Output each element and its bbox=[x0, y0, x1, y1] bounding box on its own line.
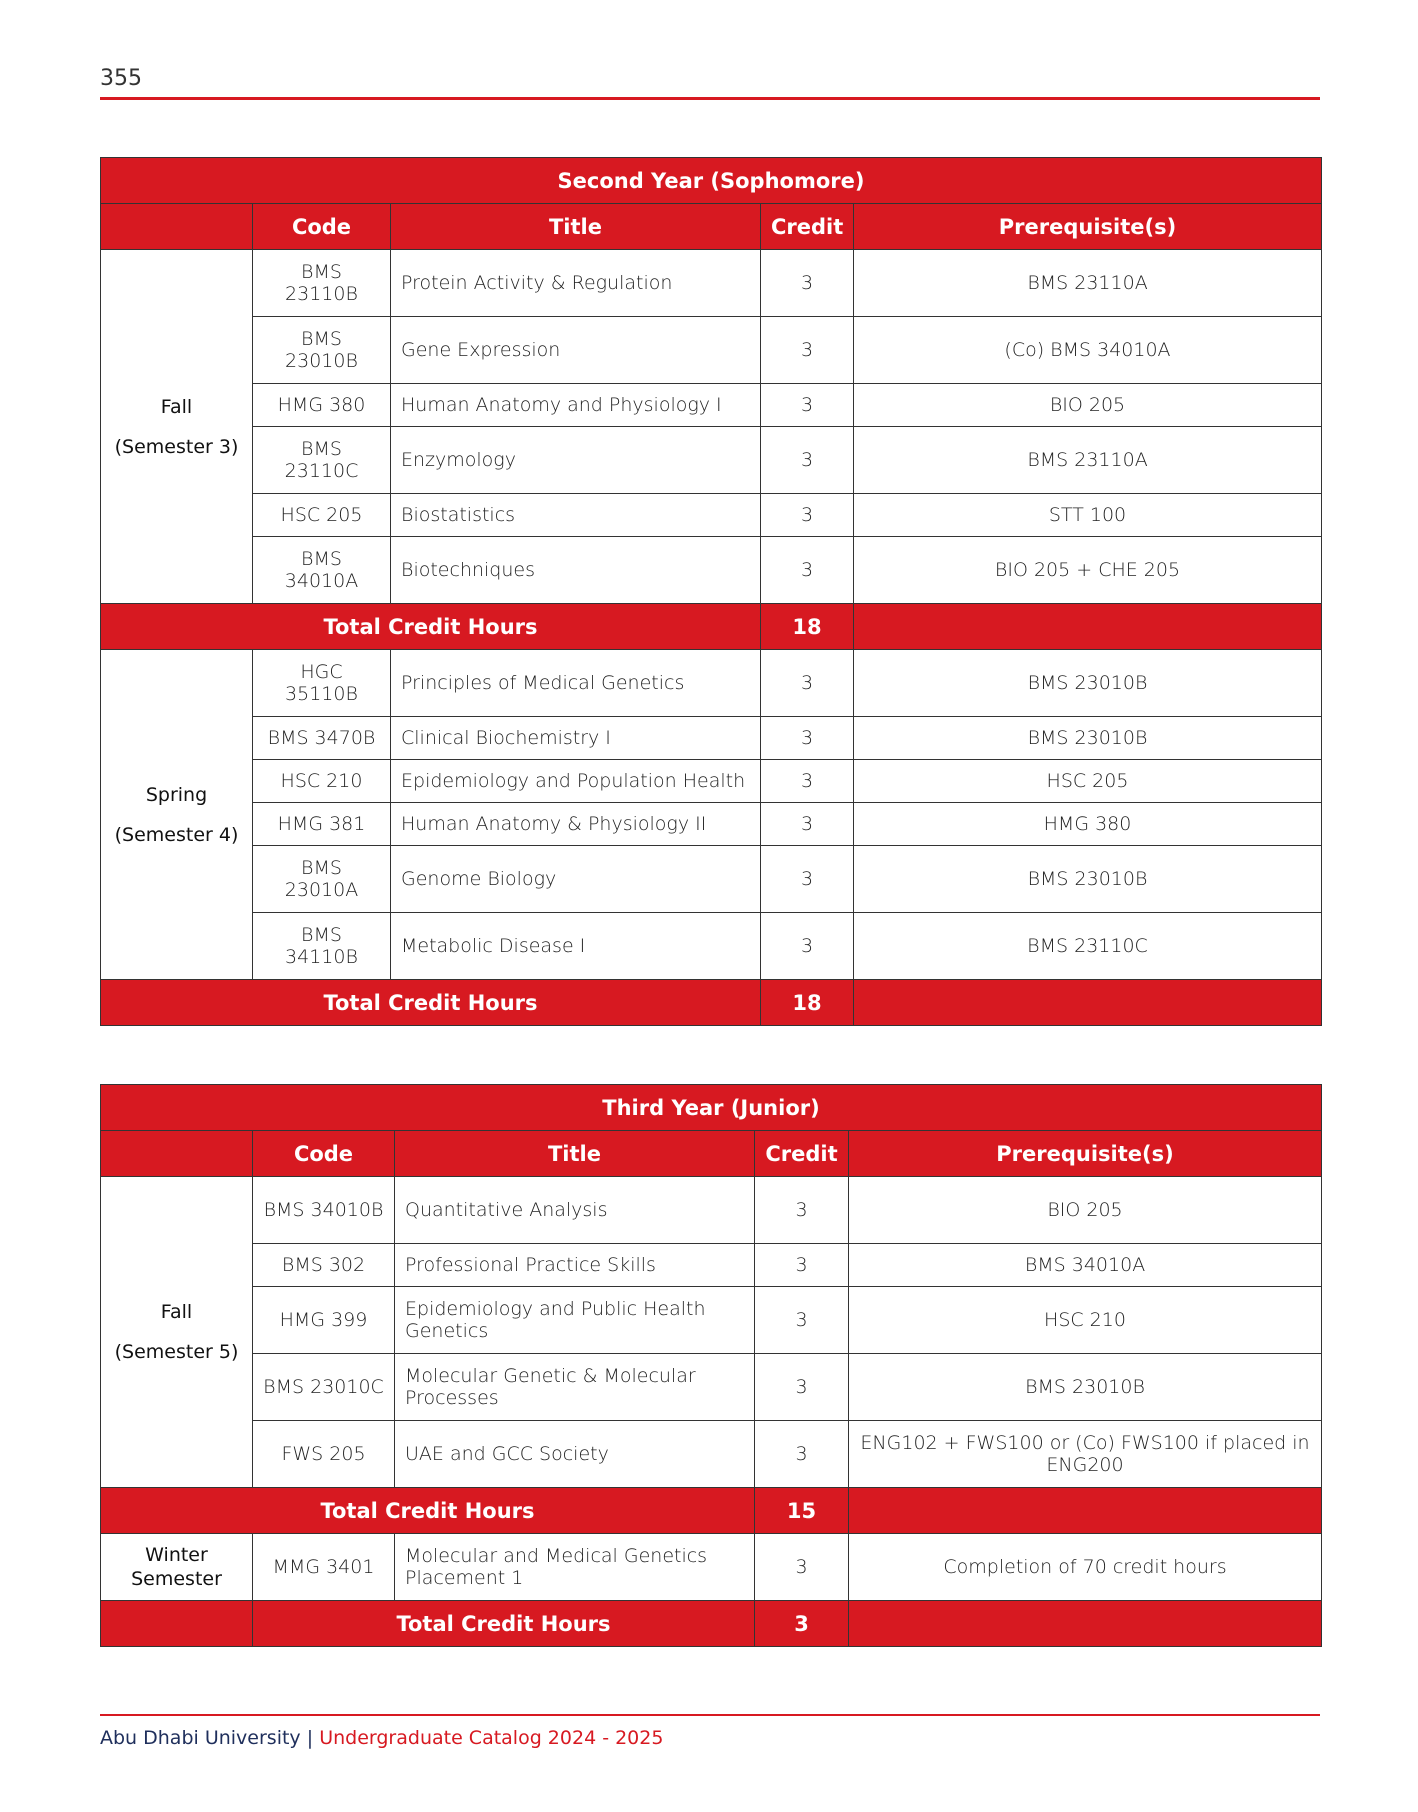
course-credit: 3 bbox=[761, 650, 854, 717]
course-credit: 3 bbox=[755, 1244, 849, 1287]
course-title: Molecular and Medical Genetics Placement 1 bbox=[395, 1534, 755, 1601]
course-credit: 3 bbox=[761, 803, 854, 846]
course-title: Metabolic Disease I bbox=[391, 913, 761, 980]
course-credit: 3 bbox=[761, 717, 854, 760]
credit-header: Credit bbox=[755, 1131, 849, 1177]
course-prereq: BMS 23010B bbox=[849, 1354, 1322, 1421]
footer-university: Abu Dhabi University bbox=[100, 1727, 301, 1749]
semester-label bbox=[101, 650, 253, 980]
course-credit: 3 bbox=[755, 1287, 849, 1354]
semester-number: (Semester 3) bbox=[114, 435, 239, 458]
course-prereq: BMS 23110A bbox=[854, 427, 1322, 494]
course-credit: 3 bbox=[761, 427, 854, 494]
course-code: BMS 34110B bbox=[253, 913, 391, 980]
total-blank bbox=[854, 604, 1322, 650]
total-label: Total Credit Hours bbox=[253, 1601, 755, 1647]
course-prereq: BMS 23110C bbox=[854, 913, 1322, 980]
table-row bbox=[101, 317, 1322, 384]
course-code: BMS 302 bbox=[253, 1244, 395, 1287]
course-credit: 3 bbox=[761, 846, 854, 913]
course-code: HSC 205 bbox=[253, 494, 391, 537]
column-header-row bbox=[101, 204, 1322, 250]
course-prereq: STT 100 bbox=[854, 494, 1322, 537]
course-title: UAE and GCC Society bbox=[395, 1421, 755, 1488]
second-year-table bbox=[100, 157, 1322, 1026]
course-prereq: ENG102 + FWS100 or (Co) FWS100 if placed in ENG200 bbox=[849, 1421, 1322, 1488]
page-number: 355 bbox=[100, 66, 142, 91]
semester-label bbox=[101, 1177, 253, 1488]
course-code: HMG 380 bbox=[253, 384, 391, 427]
course-credit: 3 bbox=[755, 1177, 849, 1244]
course-code: HMG 399 bbox=[253, 1287, 395, 1354]
table-row bbox=[101, 760, 1322, 803]
table-row bbox=[101, 1287, 1322, 1354]
course-code: MMG 3401 bbox=[253, 1534, 395, 1601]
table-title-row bbox=[101, 1085, 1322, 1131]
third-year-table bbox=[100, 1084, 1322, 1647]
total-row bbox=[101, 1488, 1322, 1534]
course-title: Quantitative Analysis bbox=[395, 1177, 755, 1244]
course-prereq: Completion of 70 credit hours bbox=[849, 1534, 1322, 1601]
course-title: Genome Biology bbox=[391, 846, 761, 913]
total-value: 18 bbox=[761, 980, 854, 1026]
course-title: Principles of Medical Genetics bbox=[391, 650, 761, 717]
table-row bbox=[101, 1244, 1322, 1287]
course-title: Epidemiology and Population Health bbox=[391, 760, 761, 803]
column-header-row bbox=[101, 1131, 1322, 1177]
course-prereq: BMS 34010A bbox=[849, 1244, 1322, 1287]
header-divider bbox=[100, 97, 1320, 100]
code-header: Code bbox=[253, 1131, 395, 1177]
course-code: BMS 23110B bbox=[253, 250, 391, 317]
total-blank bbox=[849, 1488, 1322, 1534]
course-code: FWS 205 bbox=[253, 1421, 395, 1488]
title-header: Title bbox=[391, 204, 761, 250]
course-code: BMS 23010A bbox=[253, 846, 391, 913]
table-row bbox=[101, 1534, 1322, 1601]
total-blank-left bbox=[101, 1601, 253, 1647]
course-title: Biotechniques bbox=[391, 537, 761, 604]
table-row bbox=[101, 717, 1322, 760]
total-label: Total Credit Hours bbox=[101, 604, 761, 650]
course-credit: 3 bbox=[761, 250, 854, 317]
semester-label: Winter Semester bbox=[101, 1534, 253, 1601]
course-title: Biostatistics bbox=[391, 494, 761, 537]
course-code: HMG 381 bbox=[253, 803, 391, 846]
table-title: Second Year (Sophomore) bbox=[101, 158, 1322, 204]
semester-name: Fall bbox=[160, 1301, 193, 1323]
course-title: Human Anatomy and Physiology I bbox=[391, 384, 761, 427]
total-label: Total Credit Hours bbox=[101, 980, 761, 1026]
course-title: Epidemiology and Public Health Genetics bbox=[395, 1287, 755, 1354]
semester-name: Fall bbox=[160, 395, 193, 418]
course-credit: 3 bbox=[755, 1354, 849, 1421]
course-title: Clinical Biochemistry I bbox=[391, 717, 761, 760]
course-credit: 3 bbox=[761, 317, 854, 384]
course-title: Gene Expression bbox=[391, 317, 761, 384]
course-code: BMS 3470B bbox=[253, 717, 391, 760]
course-title: Professional Practice Skills bbox=[395, 1244, 755, 1287]
course-credit: 3 bbox=[761, 537, 854, 604]
table-title: Third Year (Junior) bbox=[101, 1085, 1322, 1131]
semester-header bbox=[101, 1131, 253, 1177]
course-title: Human Anatomy & Physiology II bbox=[391, 803, 761, 846]
total-value: 3 bbox=[755, 1601, 849, 1647]
course-credit: 3 bbox=[761, 494, 854, 537]
course-prereq: HMG 380 bbox=[854, 803, 1322, 846]
course-credit: 3 bbox=[761, 760, 854, 803]
course-prereq: HSC 205 bbox=[854, 760, 1322, 803]
table-row bbox=[101, 537, 1322, 604]
course-code: HSC 210 bbox=[253, 760, 391, 803]
footer bbox=[100, 1727, 663, 1749]
total-value: 15 bbox=[755, 1488, 849, 1534]
semester-header bbox=[101, 204, 253, 250]
course-prereq: BMS 23010B bbox=[854, 650, 1322, 717]
course-code: BMS 23010B bbox=[253, 317, 391, 384]
credit-header: Credit bbox=[761, 204, 854, 250]
course-prereq: (Co) BMS 34010A bbox=[854, 317, 1322, 384]
course-credit: 3 bbox=[755, 1534, 849, 1601]
semester-number: (Semester 5) bbox=[114, 1341, 239, 1363]
course-code: HGC 35110B bbox=[253, 650, 391, 717]
total-value: 18 bbox=[761, 604, 854, 650]
semester-number: (Semester 4) bbox=[114, 823, 239, 846]
code-header: Code bbox=[253, 204, 391, 250]
total-row bbox=[101, 1601, 1322, 1647]
course-prereq: BIO 205 bbox=[854, 384, 1322, 427]
table-row bbox=[101, 494, 1322, 537]
course-code: BMS 34010A bbox=[253, 537, 391, 604]
total-row bbox=[101, 604, 1322, 650]
table-row bbox=[101, 250, 1322, 317]
table-row bbox=[101, 913, 1322, 980]
table-row bbox=[101, 650, 1322, 717]
table-title-row bbox=[101, 158, 1322, 204]
total-label: Total Credit Hours bbox=[101, 1488, 755, 1534]
title-header: Title bbox=[395, 1131, 755, 1177]
footer-catalog: Undergraduate Catalog 2024 - 2025 bbox=[319, 1727, 664, 1749]
semester-label bbox=[101, 250, 253, 604]
course-title: Molecular Genetic & Molecular Processes bbox=[395, 1354, 755, 1421]
table-row bbox=[101, 384, 1322, 427]
course-code: BMS 23010C bbox=[253, 1354, 395, 1421]
course-credit: 3 bbox=[761, 913, 854, 980]
course-credit: 3 bbox=[761, 384, 854, 427]
course-prereq: BIO 205 bbox=[849, 1177, 1322, 1244]
total-blank bbox=[849, 1601, 1322, 1647]
table-row bbox=[101, 427, 1322, 494]
semester-name: Spring bbox=[145, 783, 208, 806]
footer-separator: | bbox=[306, 1727, 314, 1749]
course-code: BMS 34010B bbox=[253, 1177, 395, 1244]
course-prereq: HSC 210 bbox=[849, 1287, 1322, 1354]
prereq-header: Prerequisite(s) bbox=[854, 204, 1322, 250]
course-title: Enzymology bbox=[391, 427, 761, 494]
table-row bbox=[101, 1354, 1322, 1421]
table-row bbox=[101, 803, 1322, 846]
course-credit: 3 bbox=[755, 1421, 849, 1488]
total-blank bbox=[854, 980, 1322, 1026]
table-row bbox=[101, 1421, 1322, 1488]
course-prereq: BMS 23110A bbox=[854, 250, 1322, 317]
table-row bbox=[101, 846, 1322, 913]
course-prereq: BMS 23010B bbox=[854, 846, 1322, 913]
prereq-header: Prerequisite(s) bbox=[849, 1131, 1322, 1177]
course-code: BMS 23110C bbox=[253, 427, 391, 494]
table-row bbox=[101, 1177, 1322, 1244]
course-title: Protein Activity & Regulation bbox=[391, 250, 761, 317]
course-prereq: BIO 205 + CHE 205 bbox=[854, 537, 1322, 604]
footer-divider bbox=[100, 1714, 1320, 1716]
course-prereq: BMS 23010B bbox=[854, 717, 1322, 760]
total-row bbox=[101, 980, 1322, 1026]
